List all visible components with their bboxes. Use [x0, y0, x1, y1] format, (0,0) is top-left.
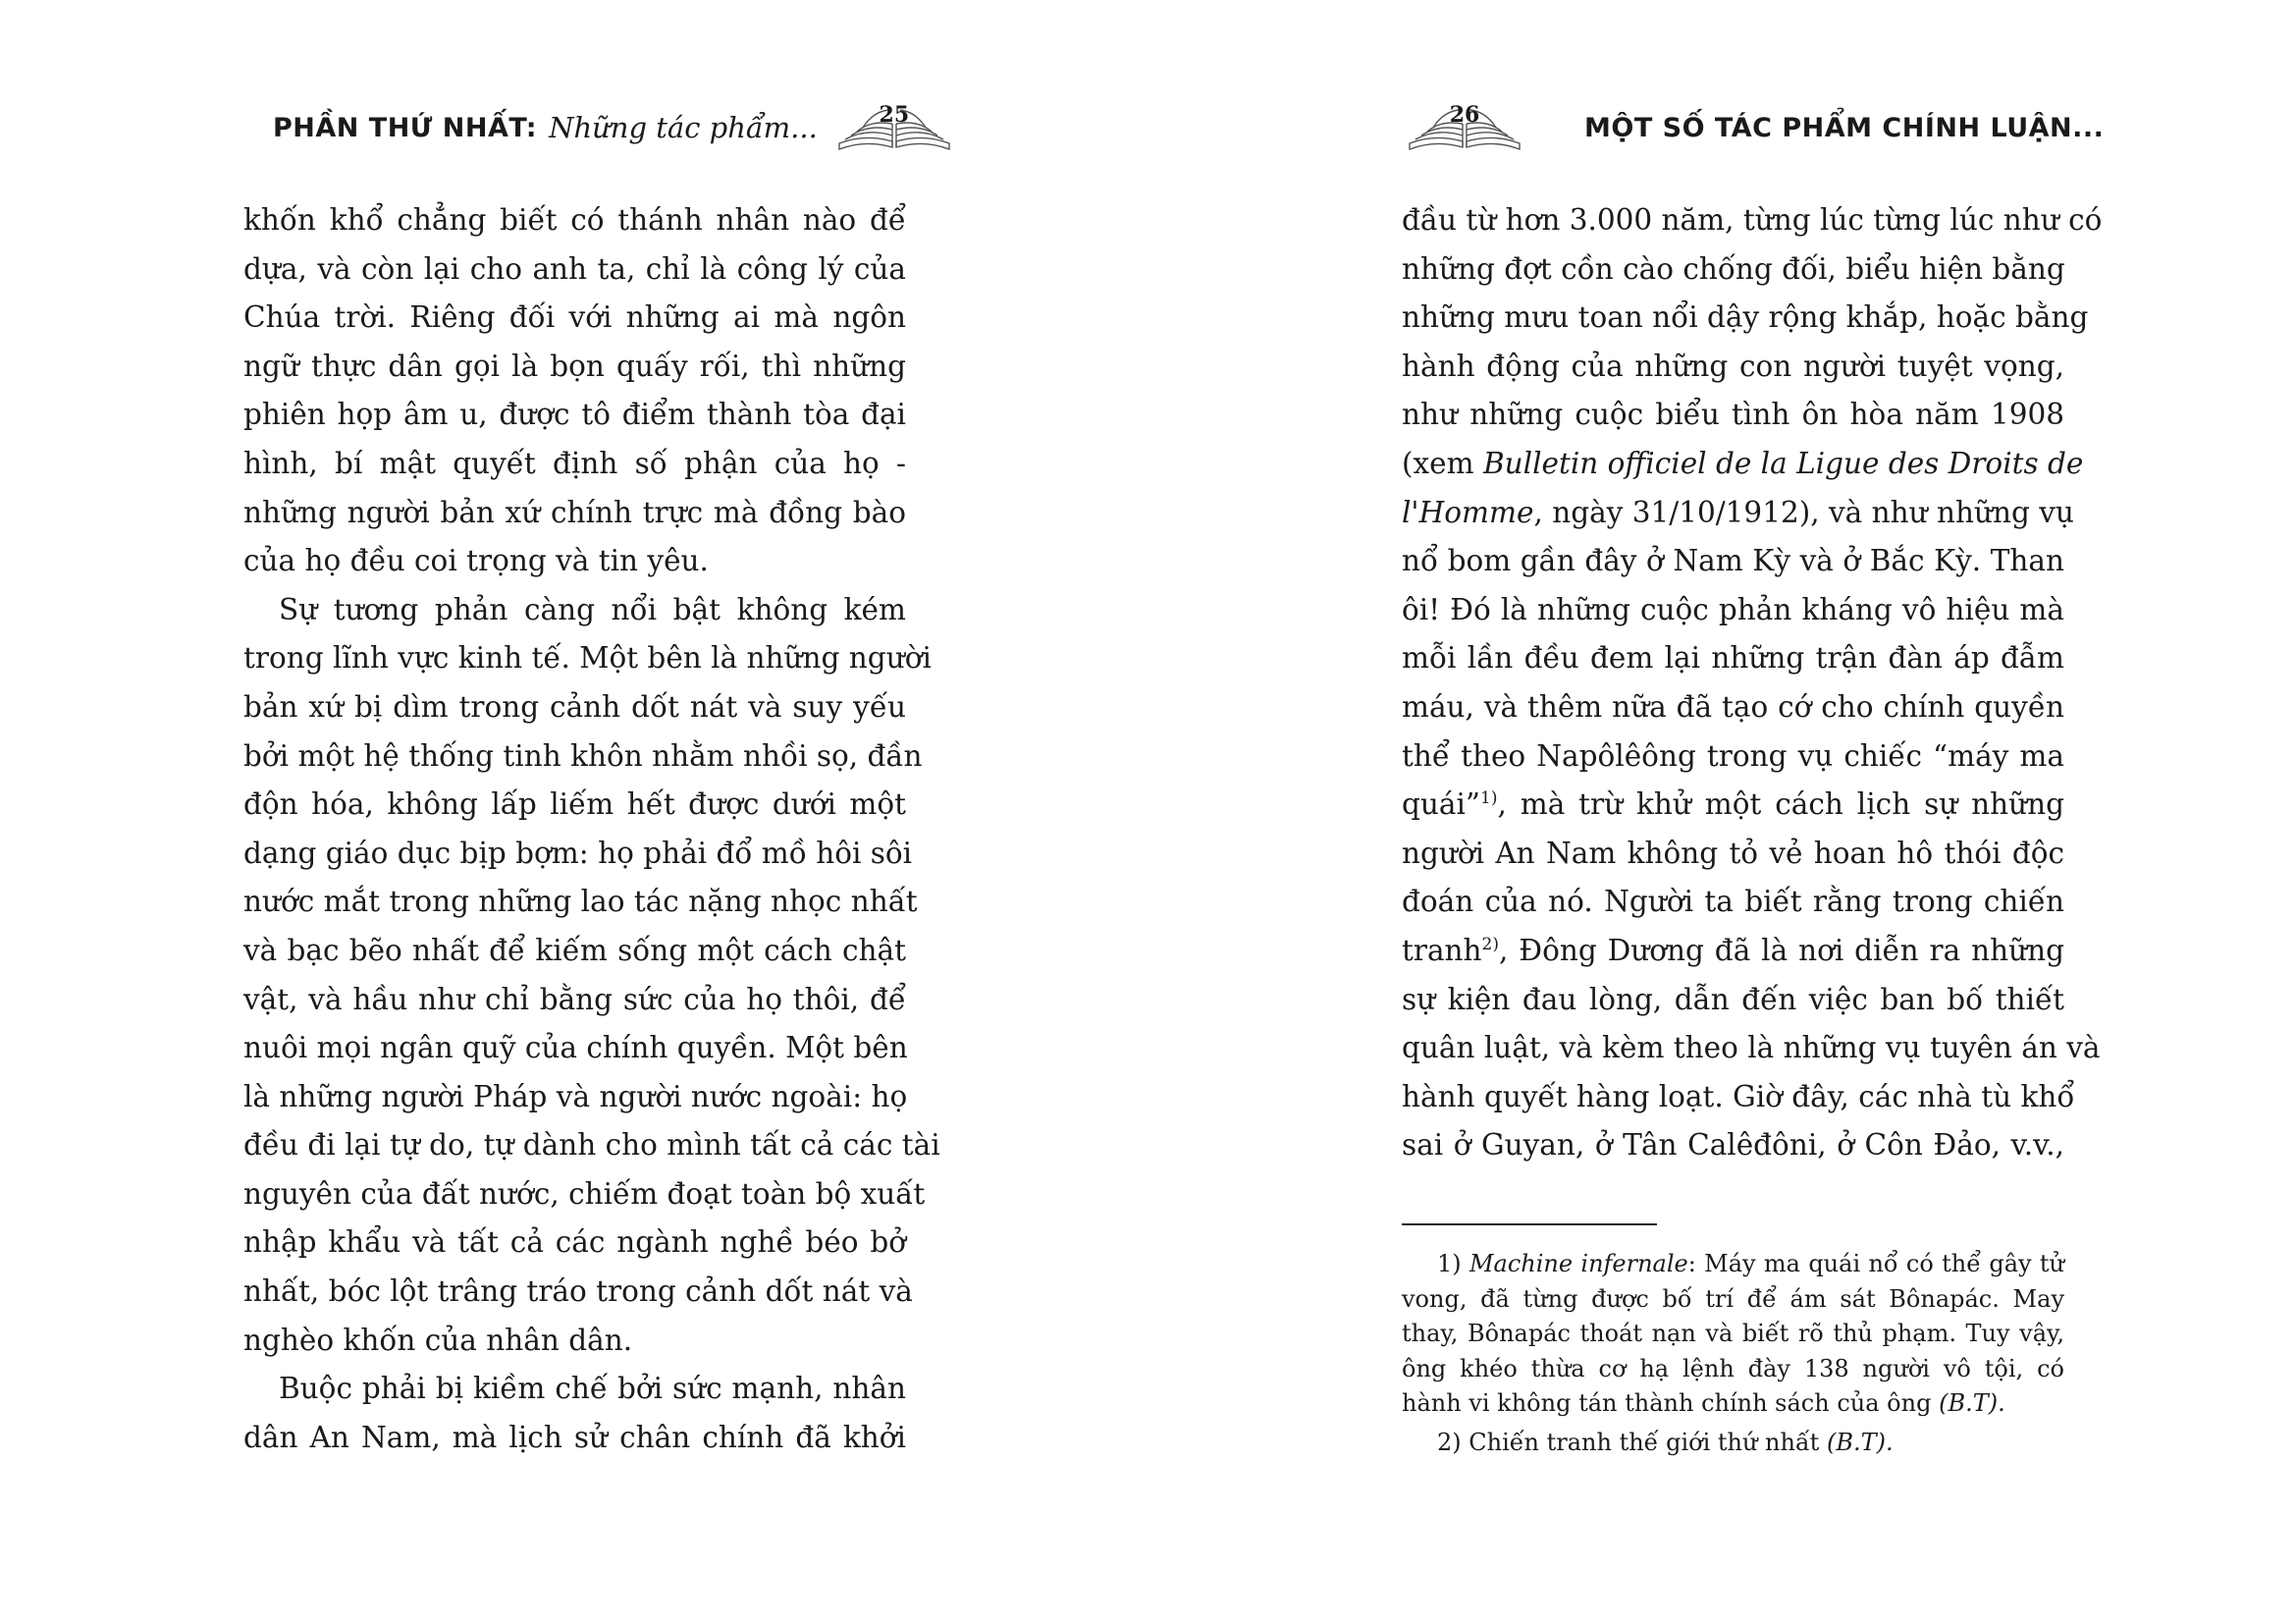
body-text: [243, 196, 940, 1462]
running-header: [1406, 98, 2104, 157]
text-line: ôi! Đó là những cuộc phản kháng vô hiệu mà: [1402, 592, 2064, 626]
footnote-ref-1[interactable]: 1): [1480, 788, 1498, 809]
page-number: 25: [879, 102, 910, 128]
text-line: nguyên của đất nước, chiếm đoạt toàn bộ xuất: [243, 1176, 926, 1211]
text-run: 2) Chiến tranh thế giới thứ nhất: [1437, 1428, 1827, 1456]
footnote-ref-2[interactable]: 2): [1481, 935, 1499, 955]
text-line: đầu từ hơn 3.000 năm, từng lúc từng lúc như có: [1402, 203, 2103, 237]
open-book-ornament-icon: [1406, 100, 1523, 155]
text-line: bản xứ bị dìm trong cảnh dốt nát và suy yếu: [243, 689, 906, 724]
body-text: [1402, 196, 2103, 1170]
text-line: những mưu toan nổi dậy rộng khắp, hoặc bằng: [1402, 300, 2089, 335]
text-line: người An Nam không tỏ vẻ hoan hô thói độc: [1402, 836, 2064, 870]
text-run: tranh: [1402, 933, 1482, 967]
footnote-divider: [1402, 1223, 1657, 1225]
text-run: : Máy ma quái nổ có thể gây tử: [1687, 1250, 2064, 1277]
text-line: [1402, 489, 2074, 538]
footnote-1-line: [1402, 1386, 2064, 1422]
text-line: nổ bom gần đây ở Nam Kỳ và ở Bắc Kỳ. Than: [1402, 544, 2064, 578]
text-line: là những người Pháp và người nước ngoài: họ: [243, 1079, 908, 1113]
text-line-content: Buộc phải bị kiềm chế bởi sức mạnh, nhân: [279, 1372, 906, 1406]
text-line: [243, 586, 906, 635]
text-line: trong lĩnh vực kinh tế. Một bên là những người: [243, 641, 932, 676]
text-line: nuôi mọi ngân quỹ của chính quyền. Một bên: [243, 1031, 908, 1065]
text-line: mỗi lần đều đem lại những trận đàn áp đẫm: [1402, 641, 2064, 676]
text-line: những người bản xứ chính trực mà đồng bào: [243, 495, 906, 529]
text-line: phiên họp âm u, được tô điểm thành tòa đại: [243, 398, 906, 432]
text-line: Chúa trời. Riêng đối với những ai mà ngôn: [243, 300, 906, 335]
text-line: dân An Nam, mà lịch sử chân chính đã khởi: [243, 1420, 906, 1454]
right-page: [1148, 0, 2296, 1624]
text-line: sự kiện đau lòng, dẫn đến việc ban bố thiết: [1402, 982, 2064, 1016]
text-line: [1402, 927, 2064, 976]
text-line: [1402, 781, 2064, 830]
text-line: thể theo Napôlêông trong vụ chiếc “máy ma: [1402, 738, 2064, 773]
text-line: hình, bí mật quyết định số phận của họ -: [243, 446, 906, 480]
italic-title: Bulletin officiel de la Ligue des Droits de: [1482, 446, 2084, 480]
open-book-ornament-icon: [835, 100, 953, 155]
italic-title: l'Homme: [1402, 495, 1534, 529]
text-line: những đợt cồn cào chống đối, biểu hiện bằng: [1402, 251, 2065, 286]
footnote-number: 1): [1437, 1250, 1469, 1277]
editor-note: (B.T).: [1939, 1389, 2005, 1417]
header-title: PHẦN THỨ NHẤT:: [273, 112, 538, 143]
text-line: nghèo khốn của nhân dân.: [243, 1323, 633, 1357]
text-run: hành vi không tán thành chính sách của ông: [1402, 1389, 1940, 1417]
paragraph: [243, 586, 940, 1366]
text-run: , Đông Dương đã là nơi diễn ra những: [1499, 933, 2064, 967]
text-line: ngữ thực dân gọi là bọn quấy rối, thì những: [243, 349, 906, 383]
text-line: dựa, và còn lại cho anh ta, chỉ là công lý của: [243, 251, 906, 286]
text-line: dạng giáo dục bịp bợm: họ phải đổ mồ hôi sôi: [243, 836, 913, 870]
text-line: quân luật, và kèm theo là những vụ tuyên án và: [1402, 1031, 2101, 1065]
running-header: [273, 98, 953, 157]
footnote-term: Machine infernale: [1468, 1250, 1688, 1277]
text-line: hành quyết hàng loạt. Giờ đây, các nhà tù khổ: [1402, 1079, 2075, 1113]
footnote-1-line: ông khéo thừa cơ hạ lệnh đày 138 người vô tội, có: [1402, 1354, 2064, 1382]
text-line: khốn khổ chẳng biết có thánh nhân nào để: [243, 203, 906, 237]
text-run: , mà trừ khử một cách lịch sự những: [1497, 787, 2064, 822]
text-line: vật, và hầu như chỉ bằng sức của họ thôi, để: [243, 982, 906, 1016]
paragraph: [1402, 196, 2103, 1170]
text-line: bởi một hệ thống tinh khôn nhằm nhồi sọ, đần: [243, 738, 923, 773]
footnote-1-line: thay, Bônapác thoát nạn và biết rõ thủ phạm. Tuy vậy,: [1402, 1320, 2064, 1347]
paragraph: [243, 196, 906, 586]
text-line: nhất, bóc lột trâng tráo trong cảnh dốt nát và: [243, 1274, 913, 1309]
text-line: như những cuộc biểu tình ôn hòa năm 1908: [1402, 398, 2064, 432]
text-line: hành động của những con người tuyệt vọng,: [1402, 349, 2064, 383]
editor-note: (B.T).: [1826, 1428, 1894, 1456]
footnote-1-line: vong, đã từng được bố trí để ám sát Bônapác. May: [1402, 1284, 2064, 1313]
footnotes: [1402, 1247, 2064, 1460]
text-run: , ngày 31/10/1912), và như những vụ: [1533, 495, 2074, 529]
text-line: đoán của nó. Người ta biết rằng trong chiến: [1402, 885, 2064, 919]
text-line: sai ở Guyan, ở Tân Calêđôni, ở Côn Đảo, v.v.,: [1402, 1128, 2064, 1163]
header-subtitle: Những tác phẩm...: [549, 111, 818, 144]
text-line: nước mắt trong những lao tác nặng nhọc nhất: [243, 885, 918, 919]
text-line: [1402, 440, 2084, 489]
text-line-content: Sự tương phản càng nổi bật không kém: [279, 592, 906, 626]
text-line: máu, và thêm nữa đã tạo cớ cho chính quyền: [1402, 689, 2064, 724]
text-line: nhập khẩu và tất cả các ngành nghề béo bở: [243, 1225, 906, 1260]
footnote-1-line: [1402, 1247, 2064, 1282]
text-run: (xem: [1402, 446, 1483, 480]
text-line: và bạc bẽo nhất để kiếm sống một cách chật: [243, 933, 906, 967]
text-line: đều đi lại tự do, tự dành cho mình tất cả các tài: [243, 1128, 940, 1163]
paragraph: [243, 1365, 906, 1462]
text-line: của họ đều coi trọng và tin yêu.: [243, 544, 709, 578]
header-title: MỘT SỐ TÁC PHẨM CHÍNH LUẬN...: [1584, 112, 2105, 143]
text-line: [243, 1365, 906, 1414]
footnote-2-line: [1402, 1426, 2064, 1461]
page-number: 26: [1449, 102, 1480, 128]
text-line: độn hóa, không lấp liếm hết được dưới một: [243, 787, 906, 822]
text-run: quái”: [1402, 787, 1480, 822]
